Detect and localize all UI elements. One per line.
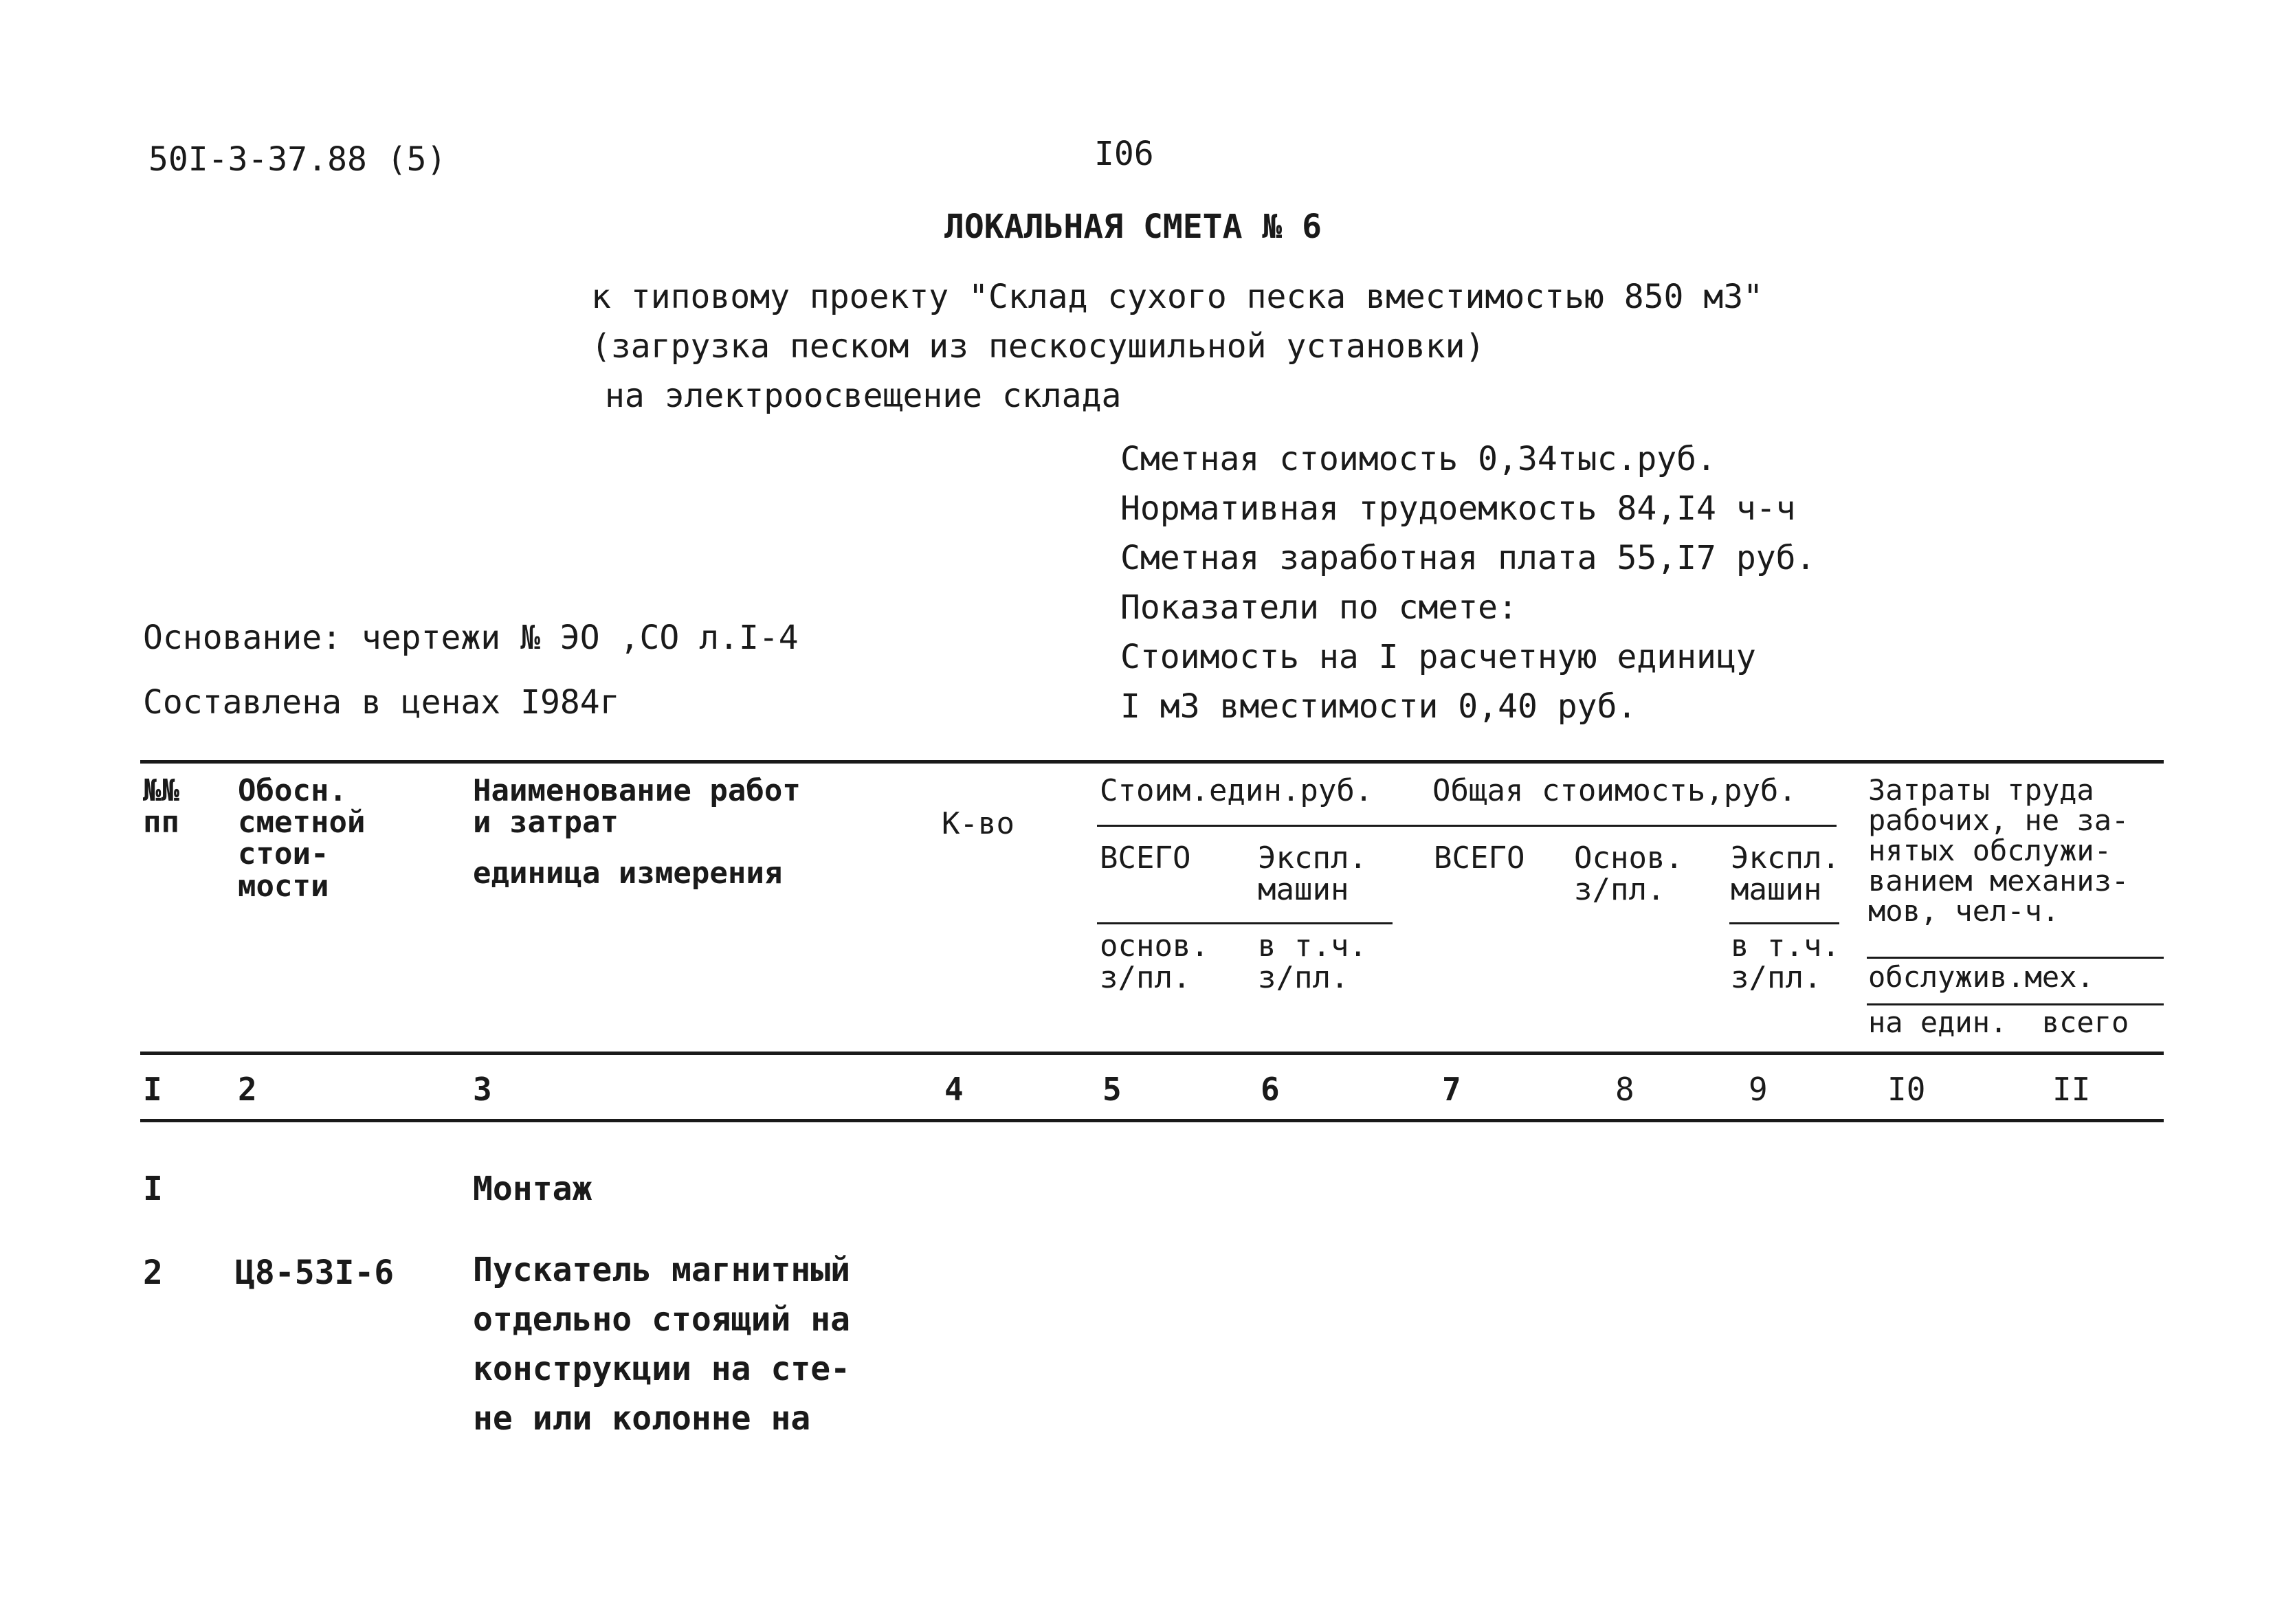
table-row-1-name: Монтаж xyxy=(473,1170,592,1208)
column-number-1: I xyxy=(143,1071,162,1108)
header-labor-machines: обслужив.мех. xyxy=(1868,960,2094,994)
table-row-2-name-line-1: Пускатель магнитный xyxy=(473,1251,851,1289)
header-unit: единица измерения xyxy=(473,856,783,891)
subtitle-line-3: на электроосвещение склада xyxy=(605,377,1122,415)
header-col6-machines: Экспл. машин xyxy=(1258,841,1367,908)
page-number: I06 xyxy=(1094,135,1154,173)
summary-unit-cost-label: Стоимость на I расчетную единицу xyxy=(1120,638,1756,676)
table-row-2-name-line-2: отдельно стоящий на xyxy=(473,1300,851,1339)
header-work-name: Наименование работ и затрат xyxy=(473,773,801,841)
header-col6-wages: в т.ч. з/пл. xyxy=(1258,928,1367,996)
document-code: 50I-3-37.88 (5) xyxy=(148,140,447,179)
column-number-7: 7 xyxy=(1442,1071,1461,1108)
summary-indicators-label: Показатели по смете: xyxy=(1120,588,1518,627)
table-row-2-number: 2 xyxy=(143,1254,163,1292)
column-number-9: 9 xyxy=(1749,1071,1768,1108)
summary-unit-cost-value: I м3 вместимости 0,40 руб. xyxy=(1120,687,1637,726)
column-number-8: 8 xyxy=(1615,1071,1634,1108)
table-row-1-number: I xyxy=(143,1170,163,1208)
basis-drawings: Основание: чертежи № ЭО ,СО л.I-4 xyxy=(143,619,799,657)
header-row-number: №№ пп xyxy=(143,773,179,841)
exploitation-sub-rule xyxy=(1729,922,1839,924)
header-total-cost: Общая стоимость,руб. xyxy=(1432,773,1797,808)
summary-estimated-cost: Сметная стоимость 0,34тыс.руб. xyxy=(1120,440,1716,478)
column-number-4: 4 xyxy=(944,1071,964,1108)
table-row-2-code: Ц8-53I-6 xyxy=(235,1254,395,1292)
subtitle-line-2: (загрузка песком из пескосушильной установки) xyxy=(591,327,1485,366)
column-number-10: I0 xyxy=(1887,1071,1926,1108)
labor-sub-rule-1 xyxy=(1867,957,2164,959)
column-number-6: 6 xyxy=(1261,1071,1280,1108)
column-number-11: II xyxy=(2052,1071,2091,1108)
page-title: ЛОКАЛЬНАЯ СМЕТА № 6 xyxy=(944,208,1322,246)
cost-group-underline xyxy=(1097,825,1837,827)
header-unit-cost: Стоим.един.руб. xyxy=(1100,773,1373,808)
header-labor-costs: Затраты труда рабочих, не за- нятых обслужи- ванием механиз- мов, чел-ч. xyxy=(1868,773,2129,928)
table-top-rule xyxy=(140,760,2164,764)
header-col8-wages: Основ. з/пл. xyxy=(1574,841,1683,908)
column-numbers-rule xyxy=(140,1119,2164,1122)
header-labor-units: на един. всего xyxy=(1868,1005,2129,1039)
unit-cost-sub-rule xyxy=(1097,922,1393,924)
header-quantity: К-во xyxy=(942,806,1014,841)
column-number-5: 5 xyxy=(1102,1071,1122,1108)
column-number-3: 3 xyxy=(473,1071,492,1108)
header-justification: Обосн. сметной стои- мости xyxy=(238,773,366,904)
column-number-2: 2 xyxy=(238,1071,257,1108)
summary-wages: Сметная заработная плата 55,I7 руб. xyxy=(1120,539,1816,577)
summary-labor-intensity: Нормативная трудоемкость 84,I4 ч-ч xyxy=(1120,489,1796,528)
table-row-2-name-line-3: конструкции на сте- xyxy=(473,1350,851,1388)
table-row-2-name-line-4: не или колонне на xyxy=(473,1399,811,1438)
header-col5-wages: основ. з/пл. xyxy=(1100,928,1209,996)
header-col7-total: ВСЕГО xyxy=(1434,841,1525,876)
header-col9-wages: в т.ч. з/пл. xyxy=(1731,928,1840,996)
header-col9-machines: Экспл. машин xyxy=(1731,841,1840,908)
basis-prices: Составлена в ценах I984г xyxy=(143,683,620,722)
header-bottom-rule xyxy=(140,1052,2164,1055)
subtitle-line-1: к типовому проекту "Склад сухого песка вместимостью 850 м3" xyxy=(591,278,1764,316)
header-col5-total: ВСЕГО xyxy=(1100,841,1191,876)
